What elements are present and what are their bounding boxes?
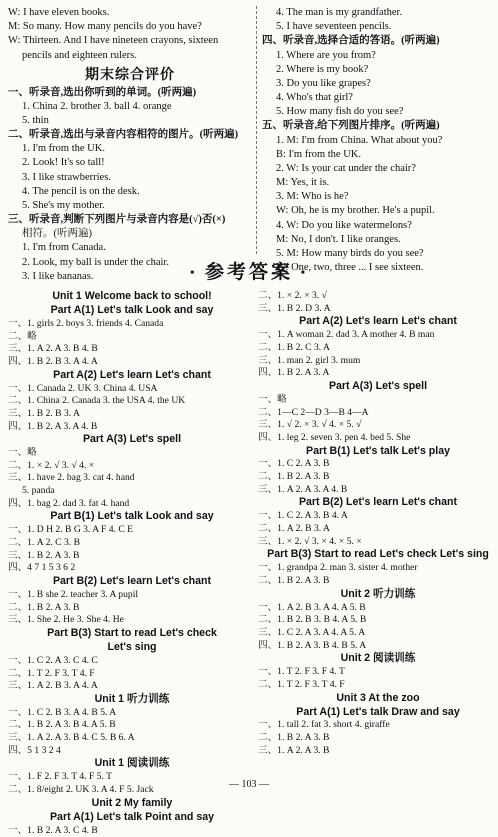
text-line: 一、略 <box>8 447 37 459</box>
text-line: 1. China 2. brother 3. ball 4. orange <box>22 100 172 112</box>
unit-part-heading: Part A(2) Let's learn Let's chant <box>299 315 457 328</box>
unit-part-heading: Unit 3 At the zoo <box>336 691 420 704</box>
listening-script-right <box>262 6 494 275</box>
unit-part-heading: Part A(1) Let's talk Point and say <box>49 810 215 823</box>
text-line: 四、5 1 3 2 4 <box>8 744 61 756</box>
page-number: — 103 — <box>229 779 269 790</box>
text-line: 二、1. T 2. F 3. T 4. F <box>258 678 345 690</box>
text-line: 二、1. 8/eight 2. UK 3. A 4. F 5. Jack <box>8 784 154 796</box>
text-line: 三、1. B 2. D 3. A <box>258 302 331 314</box>
unit-part-heading: Part A(3) Let's spell <box>328 379 428 392</box>
text-line: 二、1. A 2. B 3. A <box>258 523 330 535</box>
text-line: 二、1. B 2. C 3. A <box>258 341 330 353</box>
text-line: 一、1. C 2. A 3. C 4. C <box>8 654 98 666</box>
text-line: 三、1. A 2. A 3. B 4. B <box>8 343 98 355</box>
text-line: 1. M: I'm from China. What about you? <box>276 134 443 146</box>
text-line: 三、1. B 2. A 3. B <box>8 549 80 561</box>
text-line: 二、1. B 2. A 3. B <box>258 732 330 744</box>
text-line: 5. I have seventeen pencils. <box>276 21 392 33</box>
unit-part-heading: Part B(2) Let's learn Let's chant <box>298 496 458 509</box>
text-line: B: I'm from the UK. <box>276 148 362 160</box>
text-line: 三、1. × 2. √ 3. × 4. × 5. × <box>258 535 362 547</box>
unit-part-heading: Part A(2) Let's learn Let's chant <box>53 368 211 381</box>
listening-script-left <box>8 6 252 284</box>
unit-part-heading: Let's sing <box>107 640 157 653</box>
text-line: 二、略 <box>8 330 37 342</box>
section-title: 期末综合评价 <box>85 65 175 82</box>
text-line: 2. Look! It's so tall! <box>22 157 105 169</box>
text-line: 二、1. × 2. × 3. √ <box>258 290 327 301</box>
text-line: 四、1. B 2. A 3. B 4. B 5. A <box>258 639 367 651</box>
text-line: 二、1. B 2. A 3. B <box>8 601 80 613</box>
text-line: 2. Look, my ball is under the chair. <box>22 256 169 268</box>
text-line: 四、4 7 1 5 3 6 2 <box>8 562 76 574</box>
text-line: 一、1. B 2. A 3. C 4. B <box>8 824 98 836</box>
text-line: 三、1. √ 2. × 3. √ 4. × 5. √ <box>258 419 362 431</box>
text-line: 一、1. tall 2. fat 3. short 4. giraffe <box>258 719 390 731</box>
text-line: 3. I like bananas. <box>22 270 94 282</box>
text-line: 二、1. T 2. F 3. T 4. F <box>8 667 95 679</box>
unit-part-heading: Unit 1 听力训练 <box>94 692 170 705</box>
text-line: 3. M: Who is he? <box>276 191 349 203</box>
question-instruction: 四、听录音,选择合适的答语。(听两遍) <box>262 35 440 47</box>
text-line: 三、1. man 2. girl 3. mum <box>258 354 361 366</box>
unit-part-heading: Unit 2 My family <box>91 796 173 809</box>
answer-title-text: ■ 参考答案 ■ <box>182 262 315 283</box>
unit-part-heading: Unit 2 听力训练 <box>340 587 416 600</box>
text-line: 5. thin <box>22 114 49 126</box>
text-line: 一、1. Canada 2. UK 3. China 4. USA <box>8 382 158 394</box>
text-line: 三、1. have 2. bag 3. cat 4. hand <box>8 472 135 484</box>
text-line: 二、1. A 2. C 3. B <box>8 537 80 549</box>
unit-part-heading: Part A(1) Let's talk Look and say <box>50 303 214 316</box>
text-line: 5. How many fish do you see? <box>276 106 404 118</box>
text-line: 5. She's my mother. <box>22 199 105 211</box>
unit-part-heading: Unit 2 阅读训练 <box>340 652 416 665</box>
text-line: 一、1. F 2. F 3. T 4. F 5. T <box>8 771 112 783</box>
text-line: M: Yes, it is. <box>276 177 330 189</box>
column-divider <box>256 6 257 254</box>
text-line: W: Oh, he is my brother. He's a pupil. <box>276 205 435 217</box>
text-line: 相符。(听两遍) <box>22 228 92 240</box>
text-line: 3. Do you like grapes? <box>276 77 371 89</box>
text-line: 四、1. leg 2. seven 3. pen 4. bed 5. She <box>258 431 411 443</box>
question-instruction: 二、听录音,选出与录音内容相符的图片。(听两遍) <box>8 129 239 141</box>
text-line: 三、1. A 2. A 3. B 4. C 5. B 6. A <box>8 732 135 744</box>
question-instruction: 五、听录音,给下列图片排序。(听两遍) <box>262 120 440 132</box>
text-line: 二、1—C 2—D 3—B 4—A <box>258 406 369 418</box>
text-line: 二、1. B 2. B 3. B 4. A 5. B <box>258 614 367 626</box>
text-line: 二、1. B 2. A 3. B <box>258 471 330 483</box>
text-line: 1. I'm from Canada. <box>22 242 106 254</box>
unit-part-heading: Part B(3) Start to read Let's check Let's sing <box>267 548 489 561</box>
text-line: 二、1. B 2. A 3. B 4. A 5. B <box>8 719 116 731</box>
text-line: 一、1. C 2. A 3. B <box>258 458 330 470</box>
text-line: 一、略 <box>258 393 287 405</box>
text-line: 2. Where is my book? <box>276 63 369 75</box>
text-line: 3. I like strawberries. <box>22 171 111 183</box>
text-line: 1. I'm from the UK. <box>22 143 105 155</box>
text-line: 三、1. B 2. B 3. A <box>8 407 80 419</box>
text-line: 三、1. A 2. B 3. A 4. A <box>8 680 98 692</box>
text-line: 四、1. B 2. A 3. A <box>258 367 330 379</box>
unit-part-heading: Unit 1 阅读训练 <box>94 757 170 770</box>
text-line: 一、1. T 2. F 3. F 4. T <box>258 666 345 678</box>
text-line: 1. Where are you from? <box>276 49 376 61</box>
text-line: M: No, I don't. I like oranges. <box>276 233 401 245</box>
text-line: 三、1. C 2. A 3. A 4. A 5. A <box>258 626 366 638</box>
unit-part-heading: Part A(3) Let's spell <box>82 433 182 446</box>
unit-part-heading: Part B(3) Start to read Let's check <box>47 626 217 639</box>
unit-part-heading: Part B(1) Let's talk Look and say <box>50 510 214 523</box>
answer-section-title <box>0 260 498 286</box>
text-line: 2. W: Is your cat under the chair? <box>276 162 416 174</box>
text-line: 4. The pencil is on the desk. <box>22 185 140 197</box>
unit-part-heading: Unit 1 Welcome back to school! <box>52 290 212 302</box>
text-line: 5. panda <box>22 485 55 497</box>
text-line: 一、1. girls 2. boys 3. friends 4. Canada <box>8 317 164 329</box>
unit-part-heading: Part B(2) Let's learn Let's chant <box>52 575 212 587</box>
text-line: W: Thirteen. And I have nineteen crayons, sixteen <box>8 35 219 47</box>
text-line: 四、1. bag 2. dad 3. fat 4. hand <box>8 497 130 509</box>
question-instruction: 一、听录音,选出你听到的单词。(听两遍) <box>8 86 197 98</box>
text-line: 一、1. grandpa 2. man 3. sister 4. mother <box>258 562 418 574</box>
text-line: 四、1. B 2. A 3. A 4. B <box>8 420 98 432</box>
text-line: M: So many. How many pencils do you have? <box>8 21 202 33</box>
text-line: 4. W: Do you like watermelons? <box>276 219 412 231</box>
text-line: 二、1. × 2. √ 3. √ 4. × <box>8 459 95 471</box>
answers-right-column <box>258 290 498 757</box>
text-line: 三、1. A 2. A 3. A 4. B <box>258 483 348 495</box>
text-line: 二、1. China 2. Canada 3. the USA 4. the UK <box>8 395 186 407</box>
text-line: W: One, two, three ... I see sixteen. <box>276 262 424 274</box>
text-line: 一、1. C 2. B 3. A 4. B 5. A <box>8 706 117 718</box>
text-line: 三、1. She 2. He 3. She 4. He <box>8 614 124 626</box>
unit-part-heading: Part A(1) Let's talk Draw and say <box>296 705 460 718</box>
unit-part-heading: Part B(1) Let's talk Let's play <box>306 444 450 457</box>
text-line: 一、1. A woman 2. dad 3. A mother 4. B man <box>258 329 435 341</box>
text-line: 二、1. B 2. A 3. B <box>258 575 330 586</box>
text-line: 一、1. B she 2. teacher 3. A pupil <box>8 588 139 600</box>
text-line: 三、1. A 2. A 3. B <box>258 744 330 756</box>
text-line: 一、1. C 2. A 3. B 4. A <box>258 510 348 522</box>
text-line: 5. M: How many birds do you see? <box>276 247 424 259</box>
text-line: 4. Who's that girl? <box>276 92 353 104</box>
answers-left-column <box>8 290 256 837</box>
text-line: 4. The man is my grandfather. <box>276 7 403 18</box>
text-line: 一、1. D H 2. B G 3. A F 4. C E <box>8 524 133 536</box>
question-instruction: 三、听录音,判断下列图片与录音内容是(√)否(×) <box>8 214 226 226</box>
text-line: 一、1. A 2. B 3. A 4. A 5. B <box>258 601 366 613</box>
text-line: pencils and eighteen rulers. <box>22 49 137 61</box>
text-line: W: I have eleven books. <box>8 7 110 18</box>
text-line: 四、1. B 2. B 3. A 4. A <box>8 355 98 367</box>
